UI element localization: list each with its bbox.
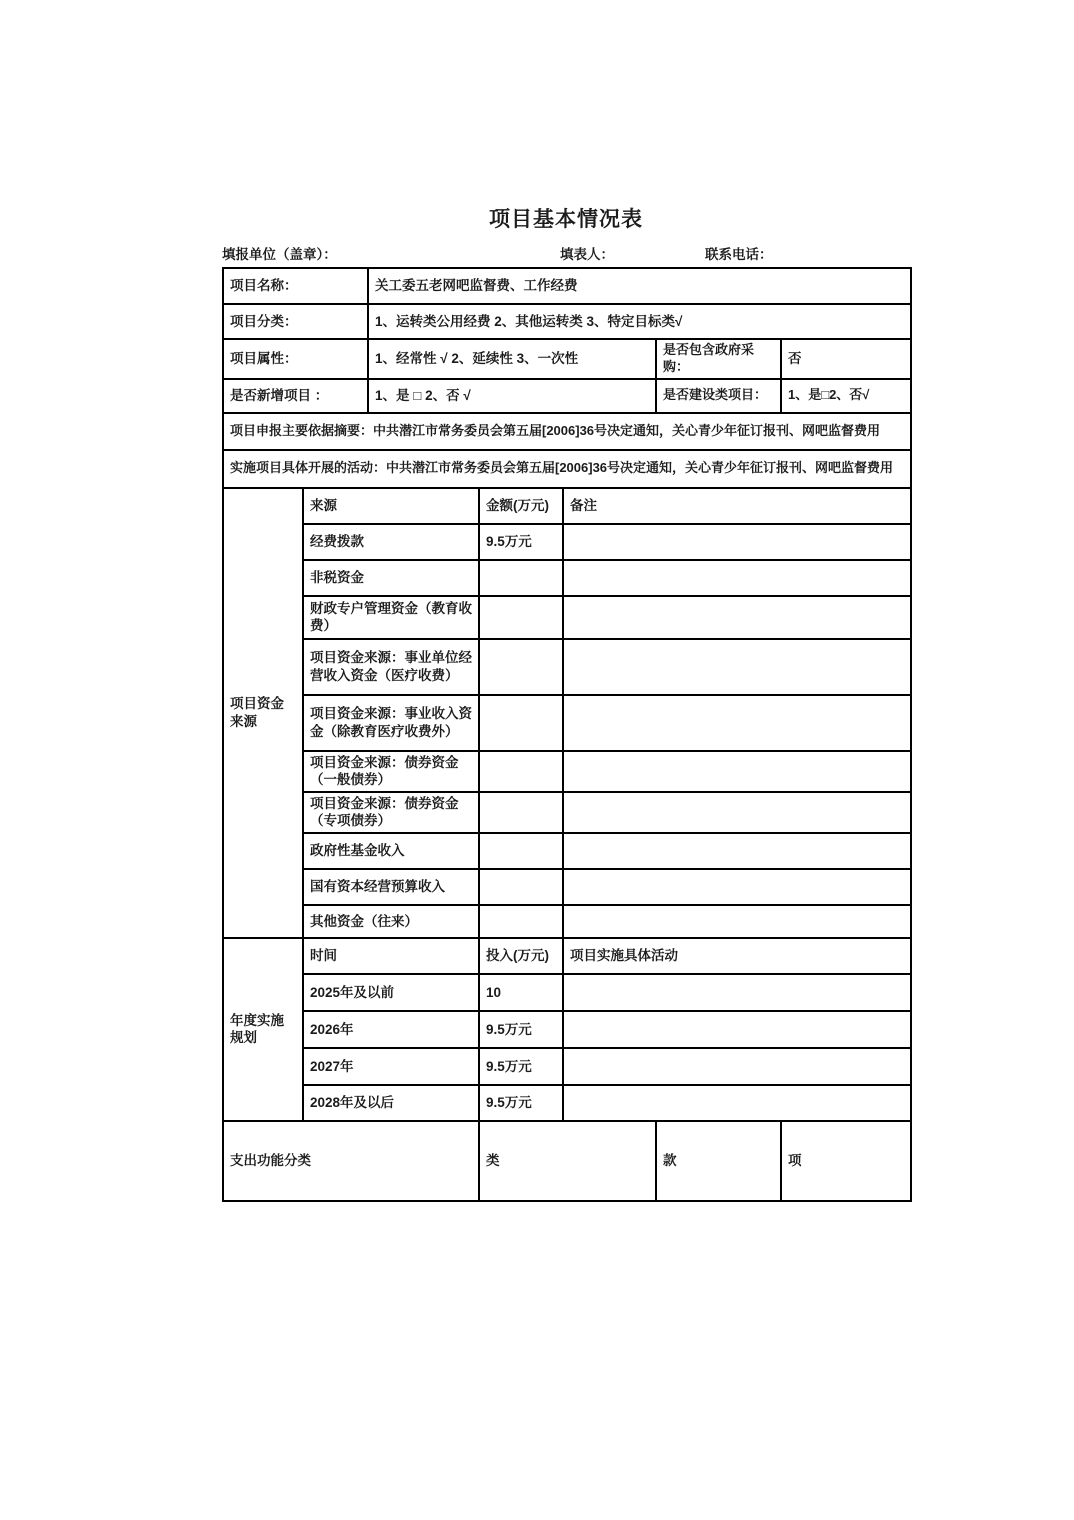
- plan-amount: 10: [479, 974, 563, 1011]
- implementation-activity-text: 实施项目具体开展的活动：中共潜江市常务委员会第五届[2006]36号决定通知，关心青少年征订报刊、网吧监督费用: [223, 450, 911, 488]
- plan-time: 2026年: [303, 1011, 479, 1048]
- funding-row: [223, 596, 911, 639]
- plan-time: 2025年及以前: [303, 974, 479, 1011]
- plan-row: [223, 1048, 911, 1085]
- funding-row: [223, 751, 911, 792]
- funding-row: [223, 905, 911, 938]
- plan-header-activity: 项目实施具体活动: [563, 938, 911, 974]
- plan-time: 2027年: [303, 1048, 479, 1085]
- expenditure-section-label: 款: [656, 1121, 781, 1201]
- funding-source: 项目资金来源：债券资金（一般债券）: [303, 751, 479, 792]
- expenditure-item-label: 项: [781, 1121, 911, 1201]
- funding-amount: 9.5万元: [479, 524, 563, 560]
- gov-procurement-label: 是否包含政府采购：: [656, 339, 781, 379]
- funding-amount: [479, 792, 563, 833]
- new-project-value: 1、是 □ 2、否 √: [368, 379, 656, 413]
- funding-amount: [479, 751, 563, 792]
- funding-note: [563, 869, 911, 905]
- funding-note: [563, 560, 911, 596]
- new-project-label: 是否新增项目 ：: [223, 379, 368, 413]
- expenditure-class-label: 类: [479, 1121, 656, 1201]
- project-name-value: 关工委五老网吧监督费、工作经费: [368, 268, 911, 304]
- funding-header-source: 来源: [303, 488, 479, 524]
- funding-source: 项目资金来源：事业单位经营收入资金（医疗收费）: [303, 639, 479, 695]
- plan-amount: 9.5万元: [479, 1048, 563, 1085]
- funding-row: [223, 560, 911, 596]
- funding-source: 财政专户管理资金（教育收费）: [303, 596, 479, 639]
- funding-note: [563, 751, 911, 792]
- plan-amount: 9.5万元: [479, 1085, 563, 1121]
- funding-amount: [479, 560, 563, 596]
- row-project-attribute: [223, 339, 911, 379]
- funding-note: [563, 833, 911, 869]
- funding-amount: [479, 596, 563, 639]
- funding-row: [223, 869, 911, 905]
- funding-row: [223, 833, 911, 869]
- funding-header-note: 备注: [563, 488, 911, 524]
- plan-row: [223, 974, 911, 1011]
- project-name-label: 项目名称：: [223, 268, 368, 304]
- project-category-value: 1、运转类公用经费 2、其他运转类 3、特定目标类√: [368, 304, 911, 339]
- plan-header-row: [223, 938, 911, 974]
- funding-source: 非税资金: [303, 560, 479, 596]
- row-project-name: [223, 268, 911, 304]
- funding-amount: [479, 639, 563, 695]
- project-info-table: [222, 267, 912, 1202]
- funding-note: [563, 792, 911, 833]
- funding-amount: [479, 869, 563, 905]
- funding-source: 项目资金来源：债券资金（专项债券）: [303, 792, 479, 833]
- funding-note: [563, 596, 911, 639]
- funding-amount: [479, 833, 563, 869]
- page-title: 项目基本情况表: [489, 208, 643, 231]
- plan-activity: [563, 1011, 911, 1048]
- expenditure-label: 支出功能分类: [223, 1121, 479, 1201]
- plan-time: 2028年及以后: [303, 1085, 479, 1121]
- plan-activity: [563, 974, 911, 1011]
- project-form: [222, 203, 910, 1202]
- row-implementation-activity: [223, 450, 911, 488]
- funding-note: [563, 695, 911, 751]
- construction-project-label: 是否建设类项目：: [656, 379, 781, 413]
- plan-amount: 9.5万元: [479, 1011, 563, 1048]
- funding-source: 经费拨款: [303, 524, 479, 560]
- project-attribute-value: 1、经常性 √ 2、延续性 3、一次性: [368, 339, 656, 379]
- funding-note: [563, 905, 911, 938]
- row-project-category: [223, 304, 911, 339]
- funding-row: [223, 639, 911, 695]
- funding-source: 政府性基金收入: [303, 833, 479, 869]
- funding-row: [223, 524, 911, 560]
- funding-note: [563, 524, 911, 560]
- reporting-unit-label: 填报单位（盖章）：: [222, 247, 337, 262]
- plan-activity: [563, 1048, 911, 1085]
- funding-source: 项目资金来源：事业收入资金（除教育医疗收费外）: [303, 695, 479, 751]
- funding-header-amount: 金额(万元): [479, 488, 563, 524]
- application-basis-text: 项目申报主要依据摘要：中共潜江市常务委员会第五届[2006]36号决定通知，关心青少年征订报刊、网吧监督费用: [223, 413, 911, 450]
- project-attribute-label: 项目属性：: [223, 339, 368, 379]
- plan-activity: [563, 1085, 911, 1121]
- funding-row: [223, 695, 911, 751]
- funding-amount: [479, 905, 563, 938]
- row-application-basis: [223, 413, 911, 450]
- funding-amount: [479, 695, 563, 751]
- form-filler-label: 填表人：: [560, 247, 614, 262]
- plan-header-amount: 投入(万元): [479, 938, 563, 974]
- funding-section-label: 项目资金来源: [223, 488, 303, 938]
- plan-section-label: 年度实施规划: [223, 938, 303, 1121]
- construction-project-value: 1、是□2、否√: [781, 379, 911, 413]
- gov-procurement-value: 否: [781, 339, 911, 379]
- row-expenditure-classification: [223, 1121, 911, 1201]
- meta-row: [222, 243, 910, 267]
- contact-phone-label: 联系电话：: [705, 247, 773, 262]
- funding-source: 其他资金（往来）: [303, 905, 479, 938]
- funding-header-row: [223, 488, 911, 524]
- project-category-label: 项目分类：: [223, 304, 368, 339]
- funding-source: 国有资本经营预算收入: [303, 869, 479, 905]
- plan-row: [223, 1011, 911, 1048]
- row-new-project: [223, 379, 911, 413]
- plan-row: [223, 1085, 911, 1121]
- funding-note: [563, 639, 911, 695]
- funding-row: [223, 792, 911, 833]
- plan-header-time: 时间: [303, 938, 479, 974]
